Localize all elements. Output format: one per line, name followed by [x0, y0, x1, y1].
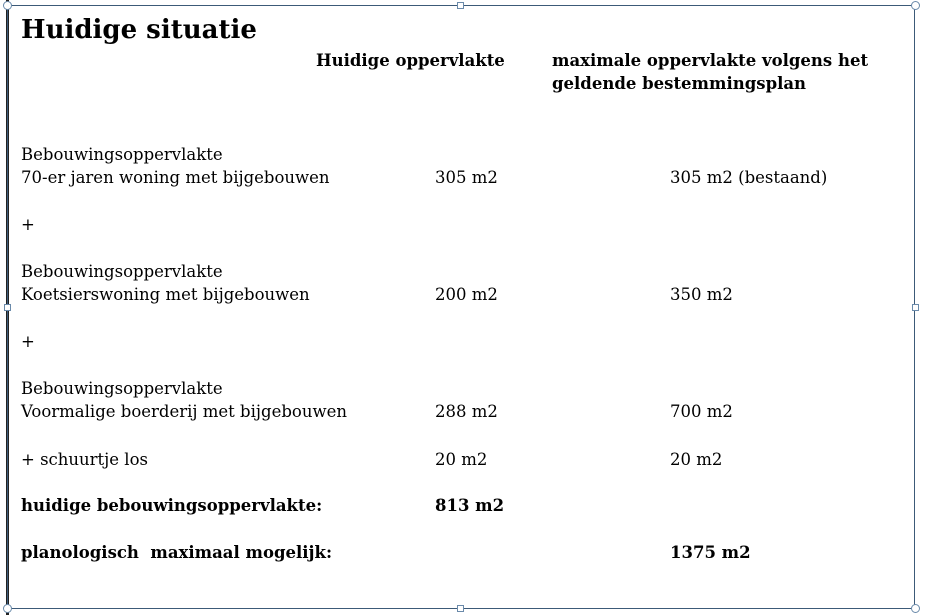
- row-label-line1: Bebouwingsoppervlakte: [21, 262, 223, 281]
- row-current-value: 288 m2: [435, 402, 498, 421]
- row-label-line2: Voormalige boerderij met bijgebouwen: [21, 402, 347, 421]
- row-label-line2: 70-er jaren woning met bijgebouwen: [21, 168, 330, 187]
- row-current-value: 200 m2: [435, 285, 498, 304]
- row-current-value: 305 m2: [435, 168, 498, 187]
- resize-handle-top-left[interactable]: [3, 1, 12, 10]
- resize-handle-bottom-right[interactable]: [911, 604, 920, 613]
- resize-handle-middle-right[interactable]: [912, 304, 919, 311]
- total-current-value: 813 m2: [435, 496, 505, 515]
- total-max-value: 1375 m2: [670, 543, 751, 562]
- resize-handle-bottom-middle[interactable]: [457, 605, 464, 612]
- row-max-value: 305 m2 (bestaand): [670, 168, 828, 187]
- row-label-line1: Bebouwingsoppervlakte: [21, 145, 223, 164]
- resize-handle-middle-left[interactable]: [4, 304, 11, 311]
- row-current-value: 20 m2: [435, 450, 488, 469]
- column-header-current: Huidige oppervlakte: [316, 51, 505, 70]
- document-title: Huidige situatie: [21, 15, 257, 45]
- row-label: + schuurtje los: [21, 450, 148, 469]
- plus-sign: +: [21, 215, 35, 234]
- row-max-value: 350 m2: [670, 285, 733, 304]
- text-box-frame[interactable]: [7, 5, 915, 609]
- row-max-value: 20 m2: [670, 450, 723, 469]
- row-label-line2: Koetsierswoning met bijgebouwen: [21, 285, 310, 304]
- column-header-max-line2: geldende bestemmingsplan: [552, 74, 807, 93]
- total-current-label: huidige bebouwingsoppervlakte:: [21, 496, 323, 515]
- resize-handle-bottom-left[interactable]: [3, 604, 12, 613]
- column-header-max-line1: maximale oppervlakte volgens het: [552, 51, 869, 70]
- resize-handle-top-middle[interactable]: [457, 2, 464, 9]
- resize-handle-top-right[interactable]: [911, 1, 920, 10]
- total-max-label: planologisch maximaal mogelijk:: [21, 543, 333, 562]
- plus-sign: +: [21, 332, 35, 351]
- row-max-value: 700 m2: [670, 402, 733, 421]
- row-label-line1: Bebouwingsoppervlakte: [21, 379, 223, 398]
